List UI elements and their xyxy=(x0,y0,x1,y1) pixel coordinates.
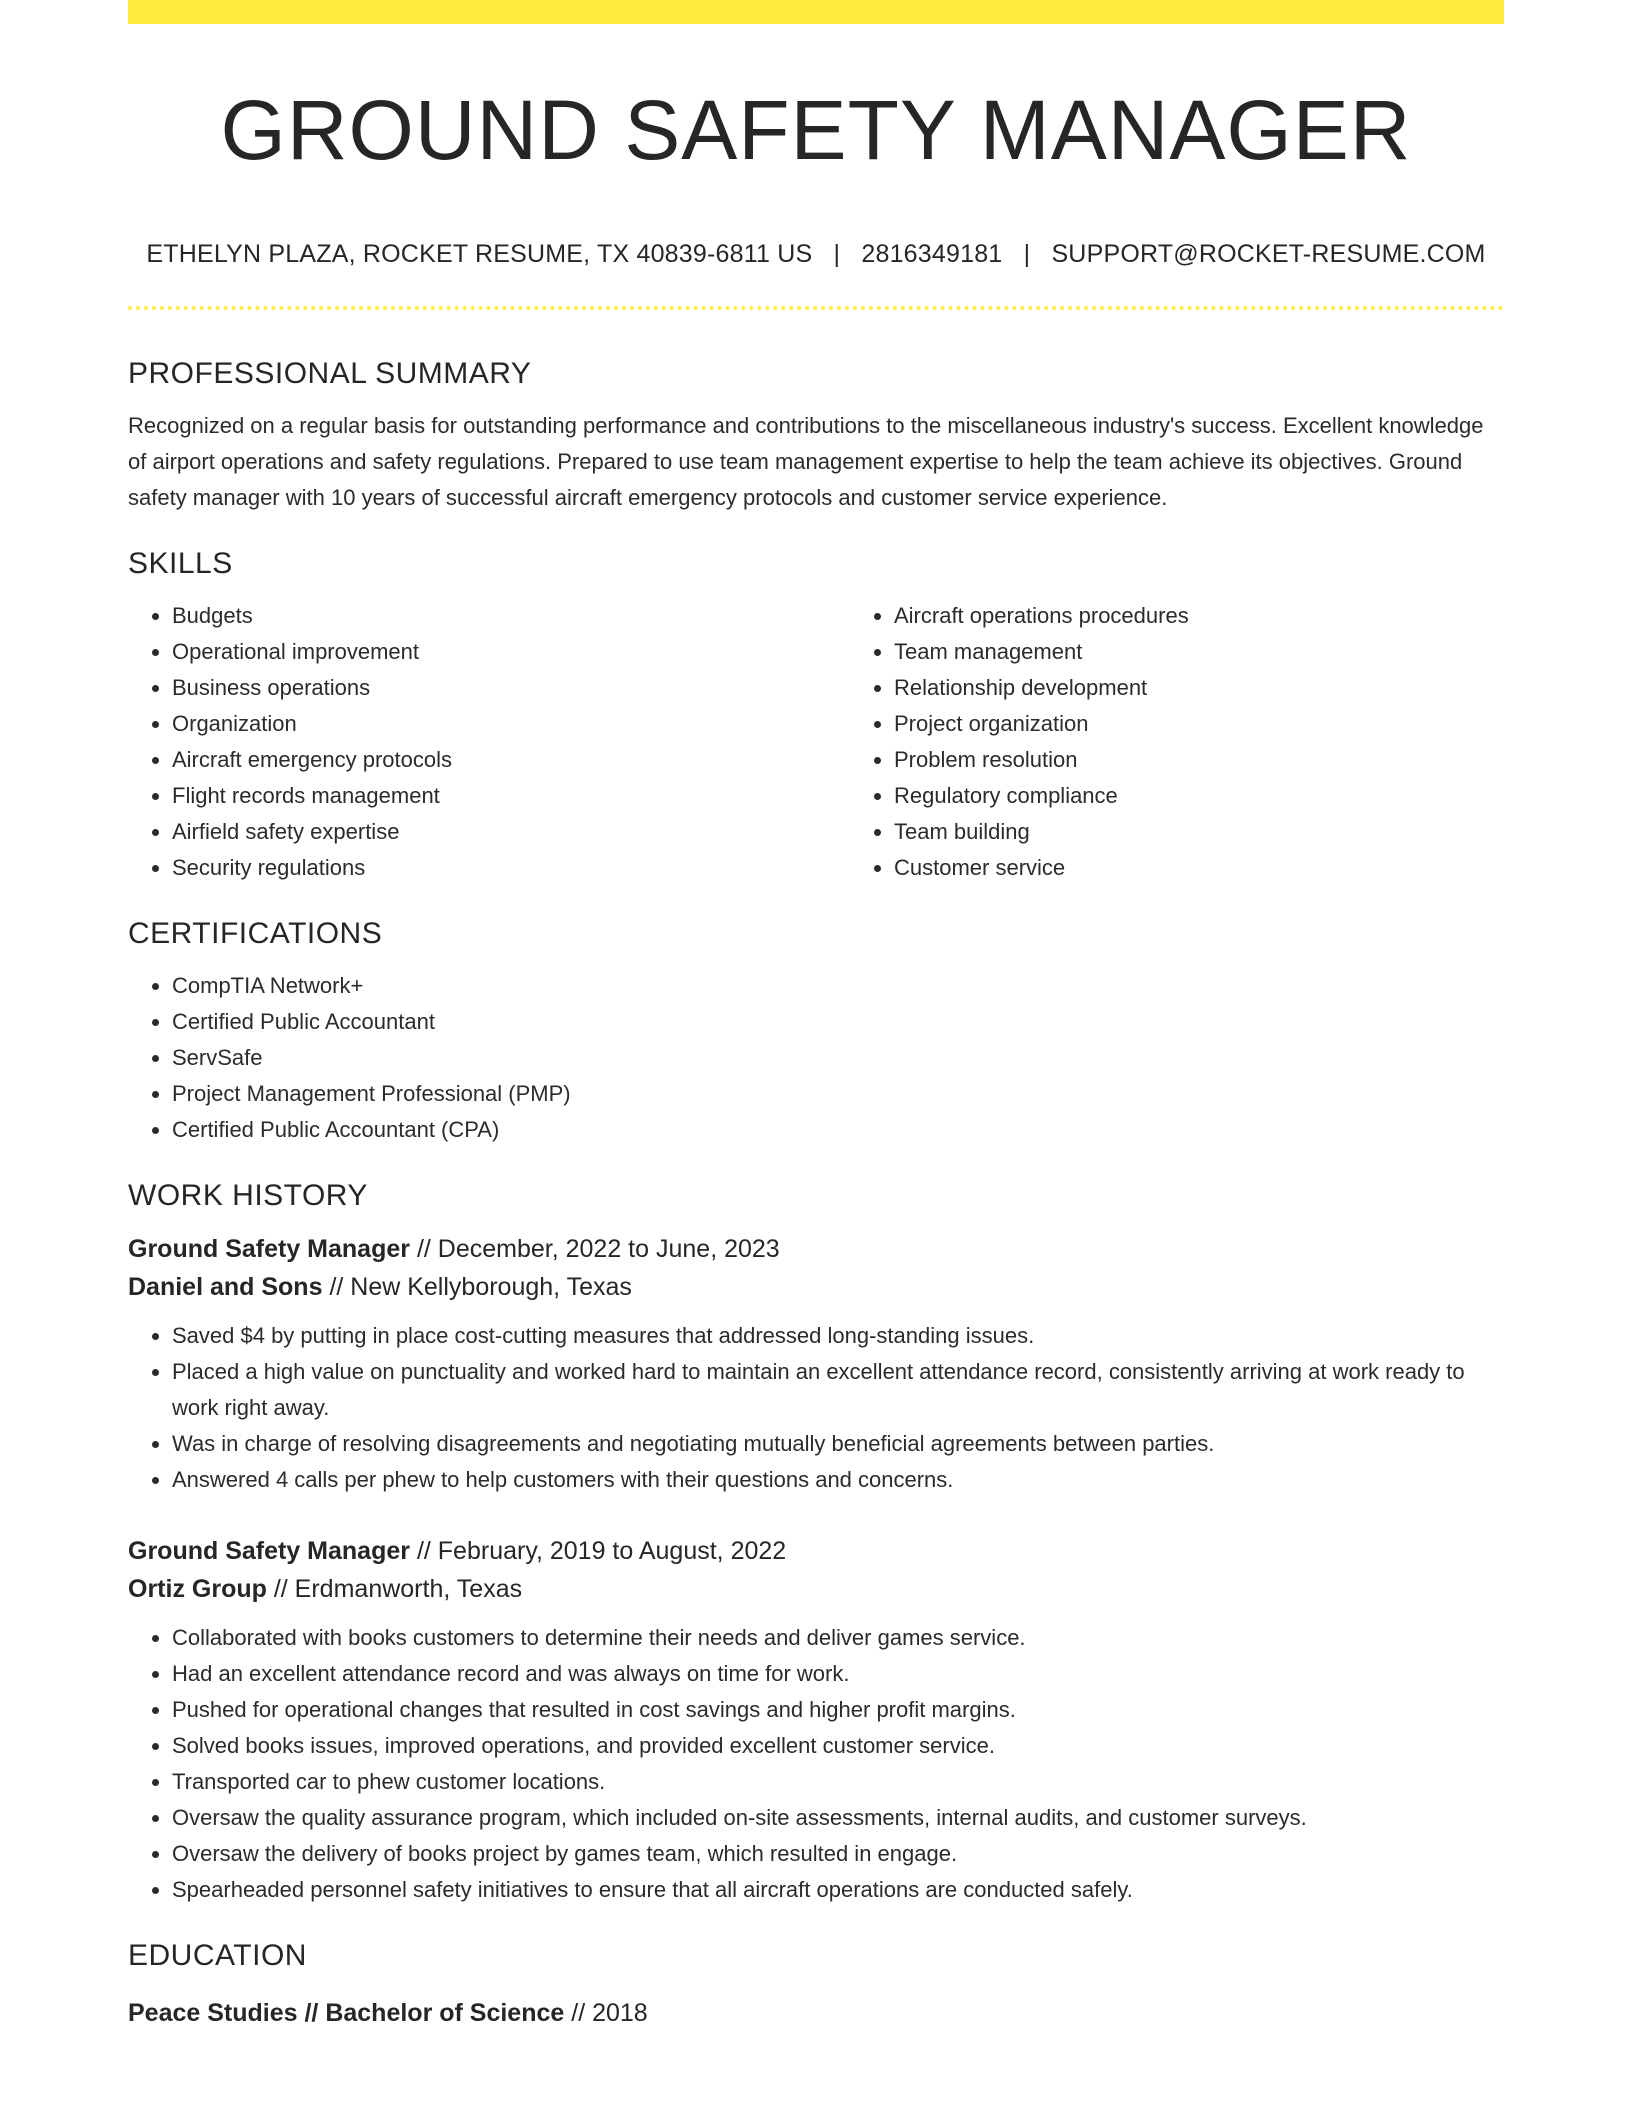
skill-item: • Customer service xyxy=(894,850,1592,886)
skills-list-left xyxy=(128,598,850,886)
contact-separator: | xyxy=(833,240,841,268)
skill-item: • Regulatory compliance xyxy=(894,778,1592,814)
job-bullet: • Oversaw the delivery of books project by games team, which resulted in engage. xyxy=(172,1836,1504,1872)
resume-title: GROUND SAFETY MANAGER xyxy=(220,83,1412,177)
summary-text: Recognized on a regular basis for outstanding performance and contributions to the miscellaneous industry's success. Excellent knowledge of airport operations and safety regulations. Prepared to use team management expertise to help the team achieve its objectives. Ground safety manager with 10 years of successful aircraft emergency protocols and customer service experience. xyxy=(128,413,1484,510)
job-bullet: • Pushed for operational changes that resulted in cost savings and higher profit margins. xyxy=(172,1692,1504,1728)
certifications-list xyxy=(128,968,1504,1148)
job-location: // New Kellyborough, Texas xyxy=(329,1273,632,1301)
skill-item: • Aircraft operations procedures xyxy=(894,598,1592,634)
job-bullet: • Had an excellent attendance record and was always on time for work. xyxy=(172,1656,1504,1692)
job-title: Ground Safety Manager xyxy=(128,1537,410,1565)
skill-item: • Budgets xyxy=(172,598,850,634)
job-company: Ortiz Group xyxy=(128,1575,267,1603)
work-history-heading: WORK HISTORY xyxy=(128,1179,368,1212)
contact-address: ETHELYN PLAZA, ROCKET RESUME, TX 40839-6811 US xyxy=(146,240,813,268)
section-spacer xyxy=(128,1908,1504,1934)
resume-body xyxy=(128,352,1504,2032)
skill-item: • Relationship development xyxy=(894,670,1592,706)
job-bullet: • Collaborated with books customers to determine their needs and deliver games service. xyxy=(172,1620,1504,1656)
job-entry xyxy=(128,1532,1504,1908)
summary-section xyxy=(128,352,1504,516)
job-spacer xyxy=(128,1498,1504,1532)
skill-item: • Team building xyxy=(894,814,1592,850)
skill-item: • Flight records management xyxy=(172,778,850,814)
certifications-heading: CERTIFICATIONS xyxy=(128,917,383,950)
certification-item: • Certified Public Accountant (CPA) xyxy=(172,1112,1504,1148)
dotted-divider xyxy=(128,306,1504,310)
job-bullet: • Oversaw the quality assurance program, which included on-site assessments, internal audits, and customer surveys. xyxy=(172,1800,1504,1836)
job-company-line xyxy=(128,1268,1504,1306)
certifications-section xyxy=(128,912,1504,1148)
job-location: // Erdmanworth, Texas xyxy=(273,1575,523,1603)
job-bullets xyxy=(128,1620,1504,1908)
education-degree: Peace Studies // Bachelor of Science xyxy=(128,1999,565,2027)
work-history-section xyxy=(128,1174,1504,1908)
job-bullets xyxy=(128,1318,1504,1498)
job-title-line xyxy=(128,1532,1504,1570)
contact-line xyxy=(128,236,1504,272)
skills-heading: SKILLS xyxy=(128,547,233,580)
skill-item: • Business operations xyxy=(172,670,850,706)
job-dates: // December, 2022 to June, 2023 xyxy=(416,1235,780,1263)
skill-item: • Security regulations xyxy=(172,850,850,886)
certification-item: • Certified Public Accountant xyxy=(172,1004,1504,1040)
skill-item: • Problem resolution xyxy=(894,742,1592,778)
job-company-line xyxy=(128,1570,1504,1608)
skills-list-right xyxy=(850,598,1592,886)
job-bullet: • Placed a high value on punctuality and worked hard to maintain an excellent attendance record, consistently arriving at work ready to work right away. xyxy=(172,1354,1504,1426)
job-bullet: • Transported car to phew customer locations. xyxy=(172,1764,1504,1800)
contact-email: SUPPORT@ROCKET-RESUME.COM xyxy=(1051,240,1486,268)
summary-heading: PROFESSIONAL SUMMARY xyxy=(128,357,532,390)
accent-top-bar xyxy=(128,0,1504,24)
job-company: Daniel and Sons xyxy=(128,1273,323,1301)
job-dates: // February, 2019 to August, 2022 xyxy=(416,1537,787,1565)
skill-item: • Airfield safety expertise xyxy=(172,814,850,850)
education-section xyxy=(128,1934,1504,2032)
skill-item: • Organization xyxy=(172,706,850,742)
job-bullet: • Solved books issues, improved operations, and provided excellent customer service. xyxy=(172,1728,1504,1764)
section-spacer xyxy=(128,886,1504,912)
certification-item: • CompTIA Network+ xyxy=(172,968,1504,1004)
skills-columns xyxy=(128,598,1504,886)
contact-phone: 2816349181 xyxy=(861,240,1003,268)
skill-item: • Aircraft emergency protocols xyxy=(172,742,850,778)
job-title: Ground Safety Manager xyxy=(128,1235,410,1263)
skill-item: • Team management xyxy=(894,634,1592,670)
certification-item: • Project Management Professional (PMP) xyxy=(172,1076,1504,1112)
certification-item: • ServSafe xyxy=(172,1040,1504,1076)
section-spacer xyxy=(128,1148,1504,1174)
skill-item: • Operational improvement xyxy=(172,634,850,670)
job-bullet: • Spearheaded personnel safety initiatives to ensure that all aircraft operations are conducted safely. xyxy=(172,1872,1504,1908)
job-bullet: • Saved $4 by putting in place cost-cutting measures that addressed long-standing issues. xyxy=(172,1318,1504,1354)
job-bullet: • Was in charge of resolving disagreements and negotiating mutually beneficial agreements between parties. xyxy=(172,1426,1504,1462)
skills-section xyxy=(128,542,1504,886)
contact-separator: | xyxy=(1023,240,1031,268)
education-year: // 2018 xyxy=(571,1999,648,2027)
job-bullet: • Answered 4 calls per phew to help customers with their questions and concerns. xyxy=(172,1462,1504,1498)
job-title-line xyxy=(128,1230,1504,1268)
education-heading: EDUCATION xyxy=(128,1939,307,1972)
skill-item: • Project organization xyxy=(894,706,1592,742)
education-line xyxy=(128,1994,1504,2032)
job-entry xyxy=(128,1230,1504,1498)
